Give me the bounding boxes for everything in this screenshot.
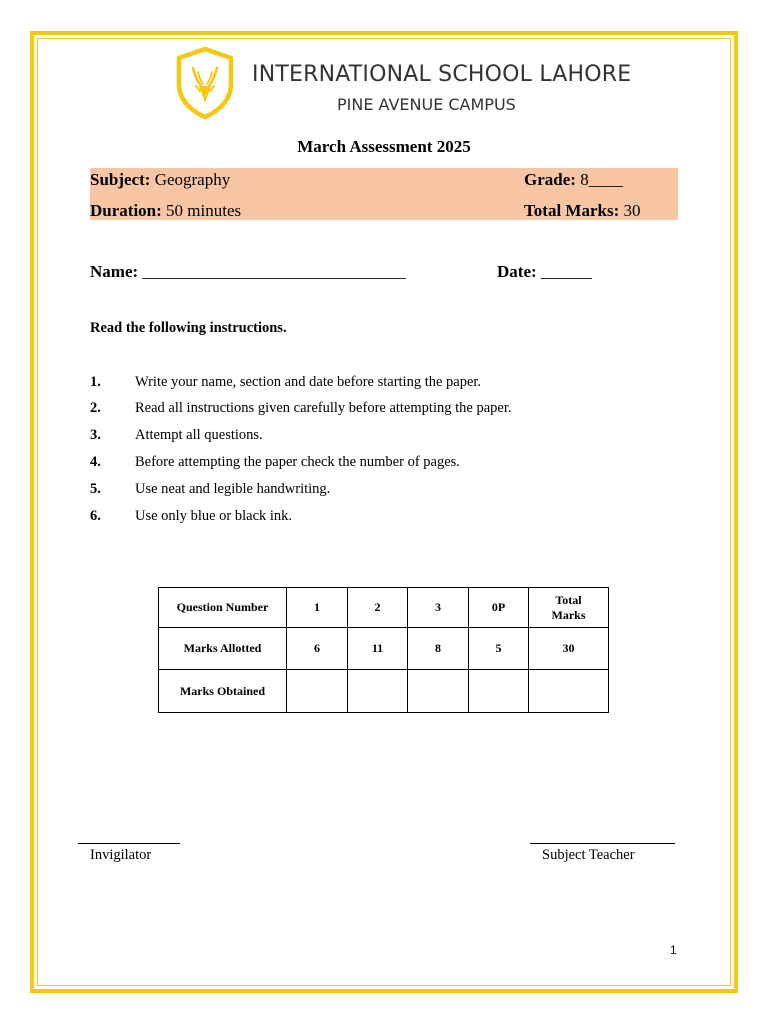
marks-table (158, 587, 609, 713)
instruction-text: Read all instructions given carefully before attempting the paper. (135, 400, 512, 416)
instruction-item (90, 374, 481, 391)
instruction-item (90, 481, 330, 498)
duration-label: Duration: (90, 201, 162, 220)
instruction-text: Use neat and legible handwriting. (135, 481, 331, 497)
assessment-info-band (90, 168, 678, 220)
duration-value: 50 minutes (161, 201, 242, 220)
row-header-question-number: Question Number (159, 588, 287, 628)
column-header: 1 (287, 588, 348, 628)
table-cell-blank[interactable] (469, 670, 529, 713)
invigilator-label: Invigilator (90, 847, 152, 863)
instruction-number: 4. (90, 454, 101, 470)
table-cell: 8 (408, 628, 469, 670)
name-label: Name: (90, 262, 139, 281)
school-logo-icon (174, 46, 236, 120)
subject-label: Subject: (90, 170, 151, 189)
column-header: 0P (469, 588, 529, 628)
instruction-item (90, 427, 263, 444)
table-cell: 6 (287, 628, 348, 670)
instruction-item (90, 508, 292, 525)
column-header: 2 (348, 588, 408, 628)
duration-field (90, 201, 241, 221)
table-cell-blank[interactable] (287, 670, 348, 713)
table-row (159, 628, 609, 670)
assessment-title: March Assessment 2025 (297, 137, 471, 156)
total-marks-label: Total Marks: (524, 201, 620, 220)
row-header-marks-obtained: Marks Obtained (159, 670, 287, 713)
table-cell-blank[interactable] (529, 670, 609, 713)
subject-field (90, 170, 230, 190)
school-name: INTERNATIONAL SCHOOL LAHORE (252, 62, 632, 87)
instruction-text: Use only blue or black ink. (135, 508, 293, 524)
instruction-number: 3. (90, 427, 101, 443)
table-cell: 5 (469, 628, 529, 670)
campus-name: PINE AVENUE CAMPUS (337, 95, 516, 114)
instruction-text: Attempt all questions. (135, 427, 263, 443)
subject-teacher-label: Subject Teacher (542, 847, 635, 863)
column-header: 3 (408, 588, 469, 628)
instruction-number: 2. (90, 400, 101, 416)
table-cell-blank[interactable] (348, 670, 408, 713)
row-header-marks-allotted: Marks Allotted (159, 628, 287, 670)
total-marks-field (524, 201, 641, 221)
grade-value: 8____ (575, 170, 623, 189)
instruction-text: Before attempting the paper check the number of pages. (135, 454, 460, 470)
page-number: 1 (670, 943, 677, 957)
table-cell: 11 (348, 628, 408, 670)
name-field[interactable] (90, 262, 406, 282)
instruction-item (90, 400, 511, 417)
table-row (159, 670, 609, 713)
table-cell-blank[interactable] (408, 670, 469, 713)
date-blank: ______ (536, 262, 592, 281)
teacher-signature-line (530, 843, 675, 844)
date-label: Date: (497, 262, 537, 281)
instruction-number: 5. (90, 481, 101, 497)
invigilator-signature-line (78, 843, 180, 844)
total-marks-value: 30 (619, 201, 641, 220)
grade-label: Grade: (524, 170, 576, 189)
date-field[interactable] (497, 262, 592, 282)
grade-field (524, 170, 623, 190)
table-row (159, 588, 609, 628)
instruction-text: Write your name, section and date before starting the paper. (135, 374, 482, 390)
subject-value: Geography (150, 170, 231, 189)
column-header-total: Total Marks (529, 588, 609, 628)
name-blank: _______________________________ (138, 262, 406, 281)
instruction-number: 6. (90, 508, 101, 524)
instructions-heading: Read the following instructions. (90, 320, 287, 336)
instruction-item (90, 454, 460, 471)
instruction-number: 1. (90, 374, 101, 390)
table-cell: 30 (529, 628, 609, 670)
